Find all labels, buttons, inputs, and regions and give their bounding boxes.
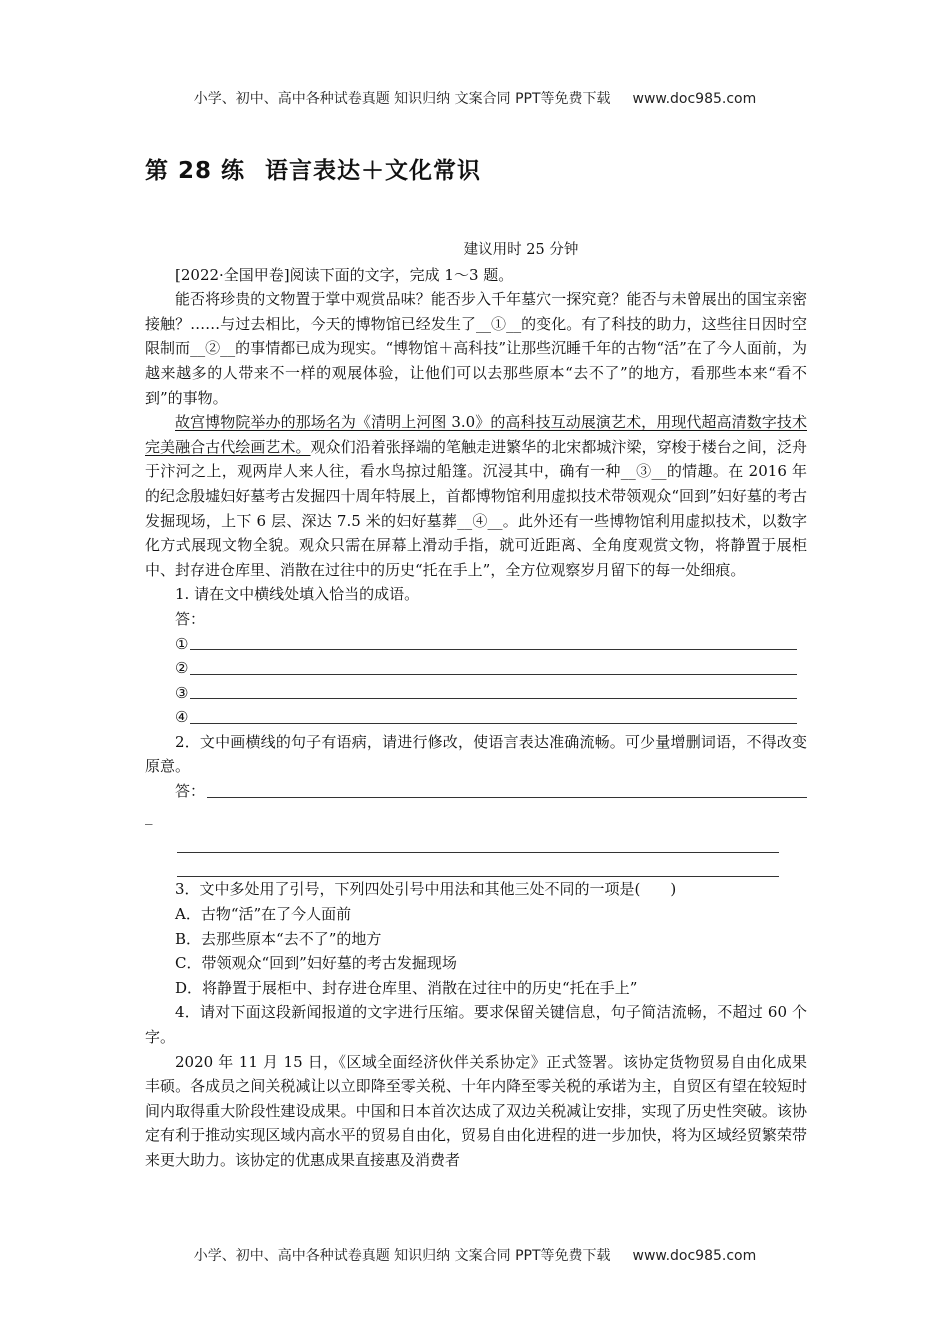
lesson-topic: 语言表达＋文化常识 — [265, 158, 482, 184]
question-3: 3．文中多处用了引号，下列四处引号中用法和其他三处不同的一项是( ) — [175, 880, 677, 899]
passage-text: 能否将珍贵的文物置于掌中观赏品味？能否步入千年墓穴一探究竟？能否与未曾展出的国宝亲密接触？……与过去相比，今天的博物馆已经发生了 — [145, 290, 807, 333]
answer-marker: ④ — [175, 708, 189, 727]
footer-text: 小学、初中、高中各种试卷真题 知识归纳 文案合同 PPT等免费下载 — [193, 1248, 611, 1264]
question-2: 2．文中画横线的句子有语病，请进行修改，使语言表达准确流畅。可少量增删词语，不得改变原意。 — [145, 732, 807, 776]
answer-label: 答： — [175, 609, 206, 628]
reading-intro: [2022·全国甲卷]阅读下面的文字，完成 1～3 题。 — [175, 265, 514, 284]
blank-1: __①__ — [475, 314, 522, 333]
news-passage: 2020 年 11 月 15 日，《区域全面经济伙伴关系协定》正式签署。该协定货物贸易自由化成果丰硕。各成员之间关税减让以立即降至零关税、十年内降至零关税的承诺为主，自贸区有望在较短时间内取得重大阶段性建设成果。中国和日本首次达成了双边关税减让安排，实现了历史性突破。该协定有利于推动实现区域内高水平的贸易自由化，贸易自由化进程的进一步加快，将为区域经贸繁荣带来更大助力。该协定的优惠成果直接惠及消费者 — [145, 1052, 807, 1169]
passage-text: 观众们沿着张择端的笔触走进繁华的北宋都城汴梁，穿梭于楼台之间，泛舟于汴河之上，观两岸人来人往，看水鸟掠过船篷。沉浸其中，确有一种 — [145, 437, 807, 481]
question-4: 4．请对下面这段新闻报道的文字进行压缩。要求保留关键信息，句子简洁流畅，不超过 60 个字。 — [145, 1003, 807, 1046]
header-text: 小学、初中、高中各种试卷真题 知识归纳 文案合同 PPT等免费下载 — [193, 91, 611, 107]
answer-marker: ② — [175, 659, 189, 678]
stray-underscore: _ — [145, 806, 153, 825]
blank-3: __③__ — [620, 462, 667, 481]
blank-4: __④__ — [457, 511, 503, 530]
suggested-time: 建议用时 25 分钟 — [463, 242, 579, 258]
page-title — [145, 152, 481, 185]
answer-line-3[interactable] — [145, 681, 807, 706]
answer-line-q2-3[interactable] — [177, 853, 779, 878]
option-c[interactable]: C．带领观众“回到”妇好墓的考古发掘现场 — [175, 954, 457, 973]
answer-marker: ③ — [175, 683, 189, 702]
option-d[interactable]: D．将静置于展柜中、封存进仓库里、消散在过往中的历史“托在手上” — [175, 978, 638, 997]
answer-line-q2-2[interactable] — [177, 828, 779, 853]
passage-text: 的变化。有了科技的助力，这些往日因时空限制而 — [145, 314, 807, 358]
blank-2: __②__ — [190, 339, 236, 358]
answer-label: 答： — [175, 782, 206, 801]
answer-line-2[interactable] — [145, 656, 807, 681]
answer-line-4[interactable] — [145, 705, 807, 730]
page-footer — [0, 1245, 950, 1265]
answer-line-1[interactable] — [145, 632, 807, 657]
passage-paragraph-1 — [145, 287, 807, 410]
main-content — [145, 238, 807, 1173]
answer-line-q2[interactable] — [145, 779, 807, 804]
passage-text: 的事情都已成为现实。“博物馆＋高科技”让那些沉睡千年的古物“活”在了今人面前，为越来越多的人带来不一样的观展体验，让他们可以去那些原本“去不了”的地方，看那些本来“看不到”的事物。 — [145, 339, 807, 407]
option-a[interactable]: A．古物“活”在了今人面前 — [175, 905, 352, 924]
page-header — [0, 88, 950, 108]
answer-marker: ① — [175, 634, 189, 653]
footer-site[interactable]: www.doc985.com — [632, 1248, 757, 1264]
passage-paragraph-2 — [145, 410, 807, 582]
header-site[interactable]: www.doc985.com — [632, 91, 757, 107]
passage-text: 的情趣。在 2016 年的纪念殷墟妇好墓考古发掘四十周年特展上，首都博物馆利用虚拟技术带领观众“回到”妇好墓的考古发掘现场，上下 6 层、深达 7.5 米的妇好墓葬 — [145, 462, 807, 530]
option-b[interactable]: B．去那些原本“去不了”的地方 — [175, 929, 382, 948]
lesson-number: 第 28 练 — [145, 158, 246, 184]
question-1: 1. 请在文中横线处填入恰当的成语。 — [175, 585, 420, 604]
underlined-sentence: 故宫博物院举办的那场名为《清明上河图 3.0》的高科技互动展演艺术，用现代超高清数字技术完美融合古代绘画艺术。 — [145, 413, 807, 456]
passage-text: 。此外还有一些博物馆利用虚拟技术，以数字化方式展现文物全貌。观众只需在屏幕上滑动手指，就可近距离、全角度观赏文物，将静置于展柜中、封存进仓库里、消散在过往中的历史“托在手上”，全方位观察岁月留下的每一处细痕。 — [145, 511, 807, 579]
